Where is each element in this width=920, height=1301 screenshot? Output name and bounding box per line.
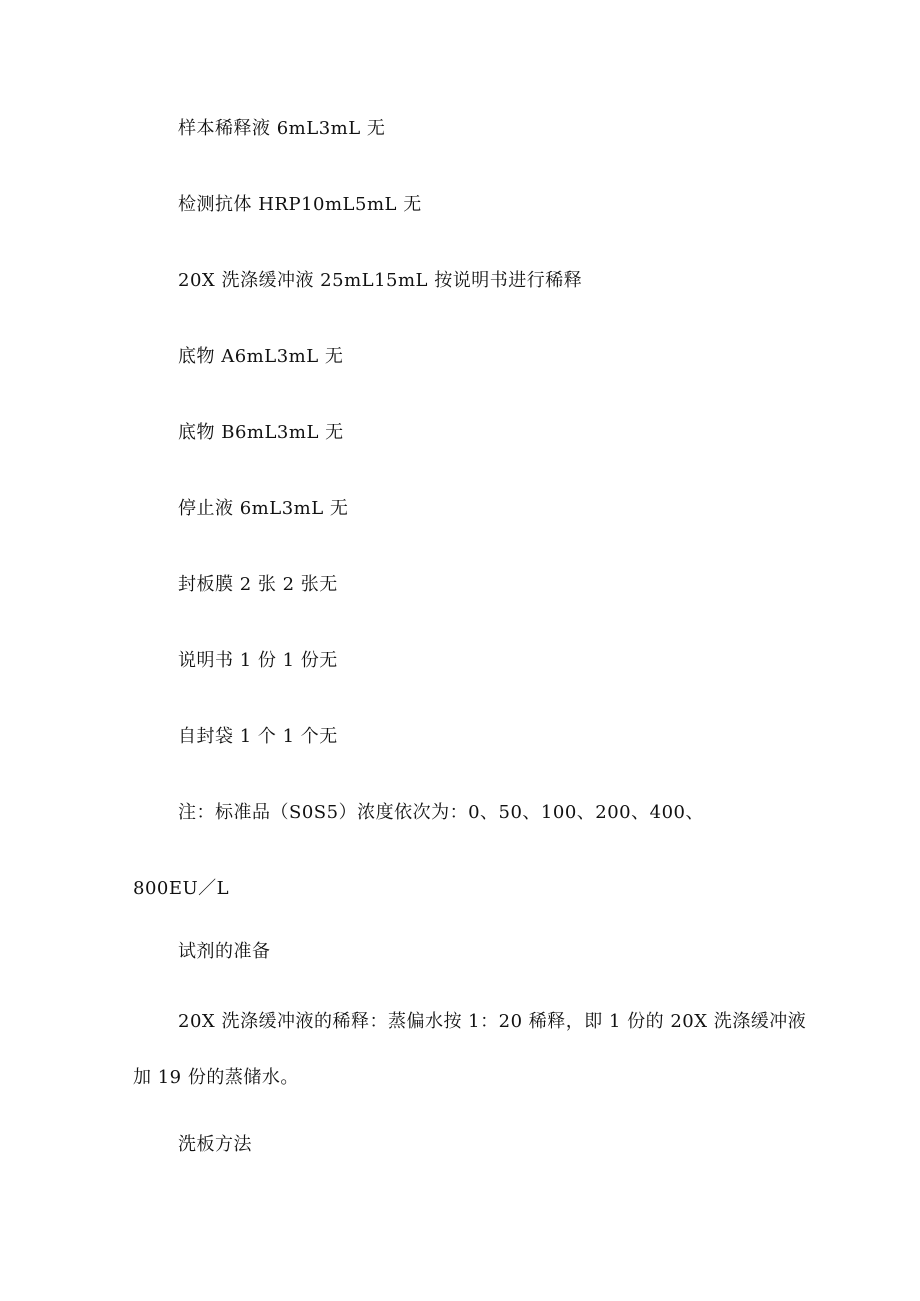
standard-note-line1: 注：标准品（S0S5）浓度依次为：0、50、100、200、400、 [178,802,704,823]
kit-item-substrate-a: 底物 A6mL3mL 无 [178,346,344,367]
kit-item-wash-buffer: 20X 洗涤缓冲液 25mL15mL 按说明书进行稀释 [178,270,583,291]
dilution-line2: 加 19 份的蒸储水。 [133,1067,299,1088]
heading-reagent-prep: 试剂的准备 [178,941,271,962]
kit-item-manual: 说明书 1 份 1 份无 [178,650,338,671]
kit-item-plate-sealer: 封板膜 2 张 2 张无 [178,574,338,595]
kit-item-ziplock-bag: 自封袋 1 个 1 个无 [178,726,338,747]
kit-item-substrate-b: 底物 B6mL3mL 无 [178,422,344,443]
heading-wash-method: 洗板方法 [178,1134,252,1155]
dilution-line1: 20X 洗涤缓冲液的稀释：蒸偏水按 1：20 稀释，即 1 份的 20X 洗涤缓冲液 [178,1011,807,1032]
kit-item-sample-diluent: 样本稀释液 6mL3mL 无 [178,118,386,139]
kit-item-stop-solution: 停止液 6mL3mL 无 [178,498,349,519]
kit-item-detection-antibody: 检测抗体 HRP10mL5mL 无 [178,194,422,215]
standard-note-line2: 800EU／L [133,878,230,899]
